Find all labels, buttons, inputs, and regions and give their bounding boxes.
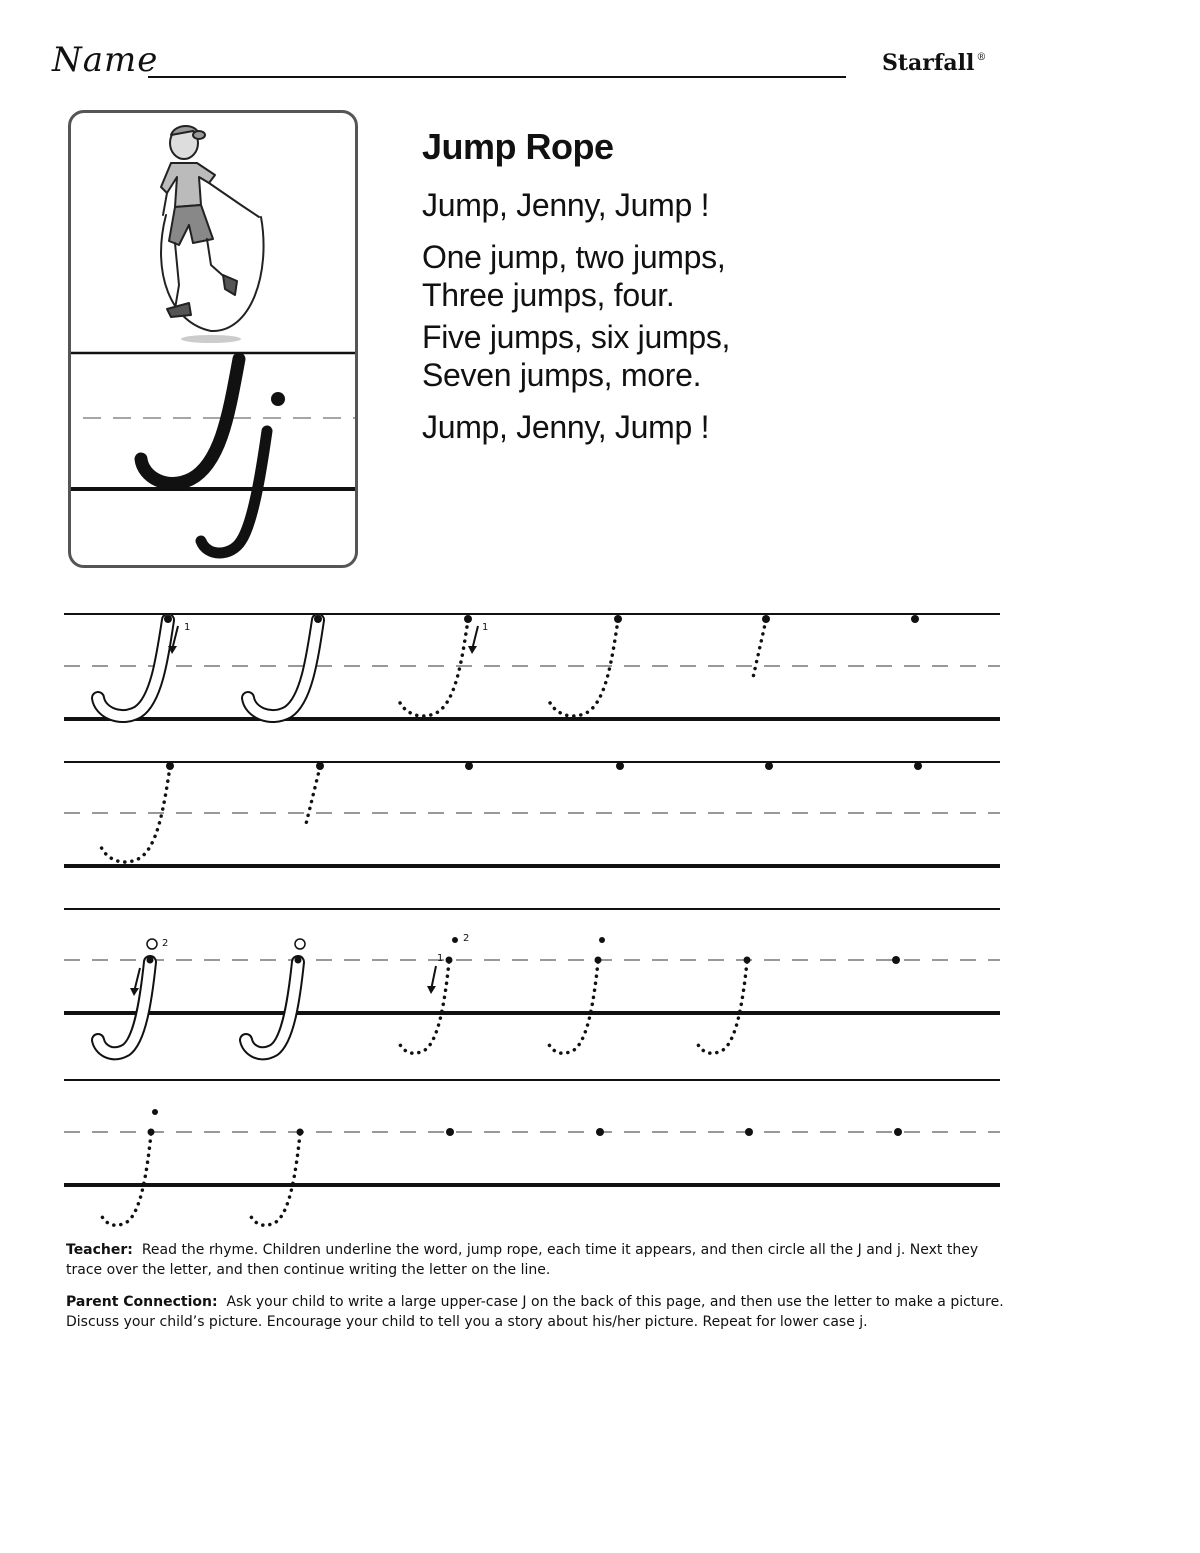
poem-line: Three jumps, four.: [422, 277, 675, 313]
dotted-j-trace: [398, 933, 469, 1053]
start-dot: [911, 615, 919, 623]
start-dot: [914, 762, 922, 770]
poem-title: Jump Rope: [422, 126, 614, 167]
practice-row-capital-j-1[interactable]: [64, 614, 1000, 719]
start-dot: [596, 1128, 604, 1136]
start-dot: [892, 956, 900, 964]
start-dot: [765, 762, 773, 770]
girl-jumping-rope-icon: [161, 126, 264, 343]
dotted-j-partial-trace: [305, 762, 324, 828]
dotted-j-trace: [249, 1129, 304, 1226]
teacher-label: Teacher:: [66, 1242, 133, 1258]
registered-mark: ®: [976, 52, 987, 63]
dotted-j-partial-trace: [752, 615, 770, 682]
letter-card: [68, 110, 358, 568]
parent-text: Ask your child to write a large upper-case J on the back of this page, and then use the letter to make a picture. Discuss your child’s picture. Encourage your child to tell you a story about his/her picture. Repeat for lower case j.: [66, 1294, 1004, 1330]
practice-row-lowercase-j-1[interactable]: [64, 909, 1000, 1053]
instructions: [66, 1240, 1006, 1344]
start-dot: [446, 1128, 454, 1136]
start-dot: [894, 1128, 902, 1136]
outlined-j-trace: [98, 938, 168, 1053]
outlined-j-trace: [246, 939, 305, 1053]
poem-stanza: [422, 186, 982, 224]
stroke-number: 1: [184, 622, 191, 633]
dotted-j-trace: [100, 762, 174, 862]
parent-note: [66, 1292, 1006, 1332]
letter-card-art: [71, 113, 355, 565]
parent-label: Parent Connection:: [66, 1294, 218, 1310]
dotted-j-trace: [398, 615, 488, 716]
outlined-j-trace: [98, 615, 190, 716]
stroke-number: 1: [437, 953, 444, 964]
poem: [422, 126, 982, 460]
capital-j-glyph: [141, 359, 239, 483]
teacher-text: Read the rhyme. Children underline the word, jump rope, each time it appears, and then circle all the J and j. Next they trace over the letter, and then continue writing the letter on the line.: [66, 1242, 979, 1278]
stroke-number: 2: [463, 933, 470, 944]
stroke-number: 1: [482, 622, 489, 633]
poem-stanza: [422, 408, 982, 446]
poem-line: Seven jumps, more.: [422, 357, 702, 393]
brand-name: Starfall: [882, 50, 975, 76]
brand-logo: [882, 50, 986, 76]
start-dot: [465, 762, 473, 770]
name-label: Name: [52, 40, 159, 80]
dotted-j-trace: [696, 957, 751, 1054]
outlined-j-trace: [248, 615, 322, 716]
poem-line: One jump, two jumps,: [422, 239, 726, 275]
poem-line: Five jumps, six jumps,: [422, 319, 731, 355]
lowercase-j-dot: [271, 392, 285, 406]
practice-row-capital-j-2[interactable]: [64, 762, 1000, 866]
stroke-number: 2: [162, 938, 169, 949]
dotted-j-trace: [100, 1109, 158, 1225]
poem-stanza: [422, 318, 982, 394]
poem-stanza: [422, 238, 982, 314]
dotted-j-trace: [547, 937, 605, 1053]
teacher-note: [66, 1240, 1006, 1280]
practice-row-lowercase-j-2[interactable]: [64, 1080, 1000, 1225]
poem-line: Jump, Jenny, Jump !: [422, 409, 710, 445]
poem-line: Jump, Jenny, Jump !: [422, 187, 710, 223]
dotted-j-trace: [548, 615, 622, 716]
name-write-line[interactable]: [148, 76, 846, 78]
start-dot: [616, 762, 624, 770]
start-dot: [745, 1128, 753, 1136]
